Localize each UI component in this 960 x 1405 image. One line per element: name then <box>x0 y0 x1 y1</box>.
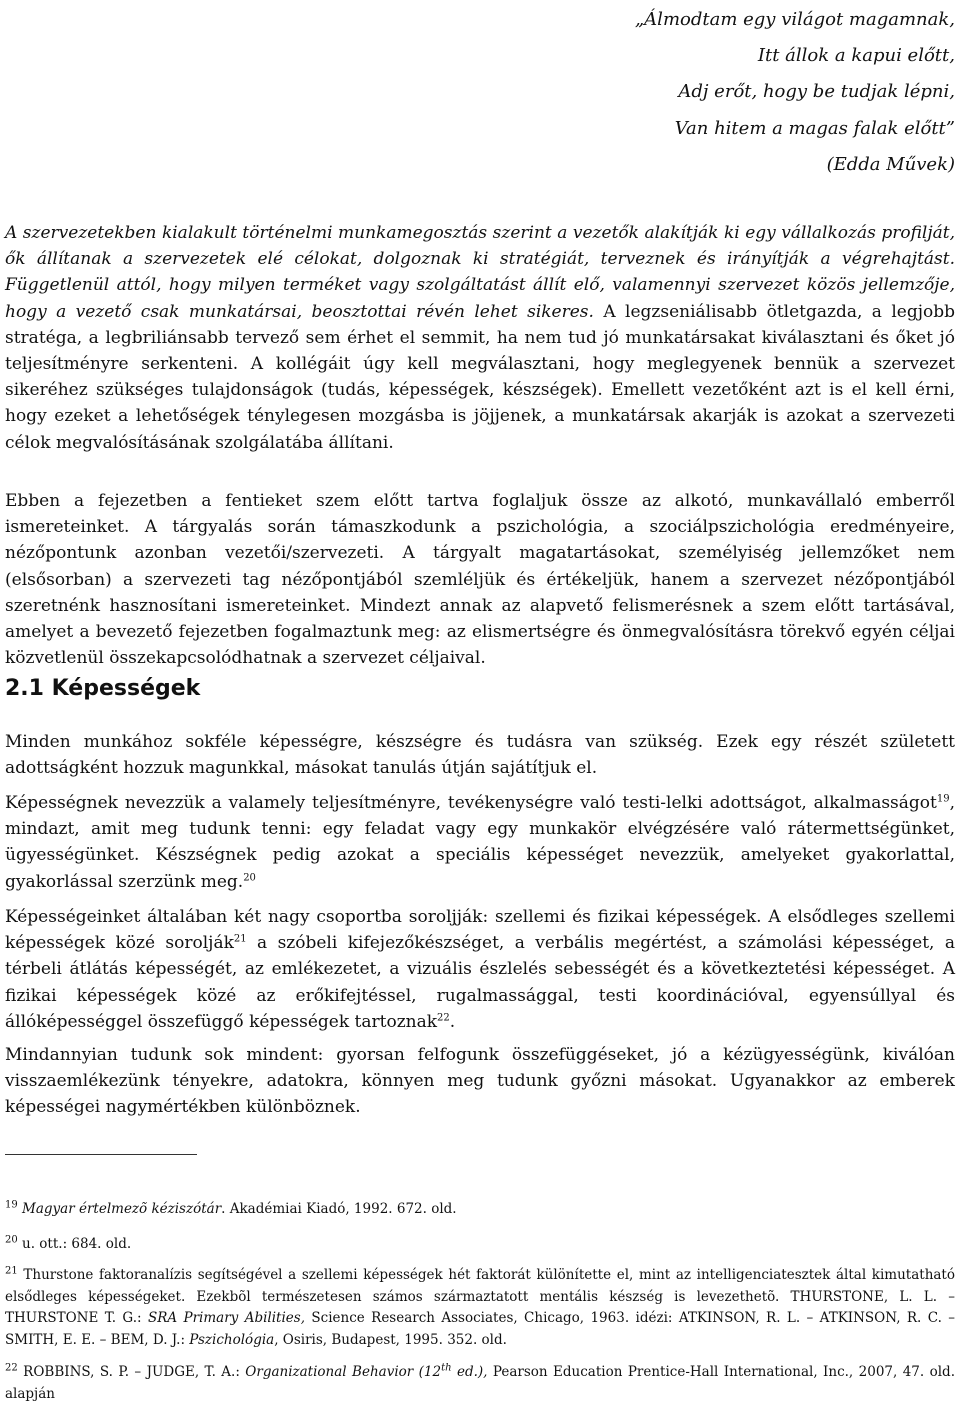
motto-line: „Álmodtam egy világot magamnak, <box>634 9 955 30</box>
footnote-separator <box>5 1154 197 1155</box>
footnote-ref[interactable]: 20 <box>243 871 256 883</box>
motto <box>635 2 955 183</box>
body-paragraph: Mindannyian tudunk sok mindent: gyorsan felfogunk összefüggéseket, jó a kézügyességünk, kiválóan visszaemlékezünk tényekre, adatokra, könnyen meg tudunk győzni másokat. Ugyanakkor az emberek képességei nagymértékben különböznek. <box>5 1045 955 1118</box>
footnote-text: u. ott.: 684. old. <box>22 1236 132 1252</box>
motto-line: Adj erőt, hogy be tudjak lépni, <box>678 81 955 103</box>
footnote-text: , Osiris, Budapest, 1995. 352. old. <box>274 1331 507 1348</box>
motto-line: Itt állok a kapui előtt, <box>757 45 955 67</box>
footnote <box>5 1234 955 1256</box>
footnote-title: Organizational Behavior (12 <box>245 1364 442 1380</box>
footnote-title: SRA Primary Abilities, <box>147 1310 305 1326</box>
footnote <box>5 1199 955 1221</box>
text-run: Képességnek nevezzük a valamely teljesítményre, tevékenységre való testi-lelki adottságot, alkalmasságot <box>5 793 937 813</box>
body-paragraph <box>5 790 955 895</box>
footnote-text: Pearson Education Prentice-Hall International, Inc., 2007, 47. old. alapján <box>5 1364 955 1402</box>
body-paragraph: Minden munkához sokféle képességre, készségre és tudásra van szükség. Ezek egy részét született adottságként hozzuk magunkkal, másokat tanulás útján sajátítjuk el. <box>5 732 955 779</box>
section-heading: 2.1 Képességek <box>5 676 201 701</box>
body-paragraph <box>5 904 955 1035</box>
motto-source: (Edda Művek) <box>826 153 955 175</box>
footnote-text: Thurstone faktoranalízis segítségével a szellemi képességek hét faktorát különítette el, mint az intelligenciatesztek által kimutatható elsődleges képességeket. Ezekbõl természetesen számos származtatott mentális készség is levezethetõ. THURSTONE, L. L. – THURSTONE T. G.: <box>5 1267 955 1326</box>
footnote-number: 20 <box>5 1234 18 1246</box>
footnote-number: 19 <box>5 1199 18 1211</box>
footnote-superscript: th <box>441 1362 452 1374</box>
footnote-text: Science Research Associates, Chicago, 1963. idézi: ATKINSON, R. L. – ATKINSON, R. C. – SMITH, E. E. – BEM, D. J.: <box>5 1310 956 1348</box>
footnote <box>5 1265 955 1351</box>
footnote-title: Magyar értelmezõ kéziszótár <box>22 1201 222 1217</box>
footnote-text: ROBBINS, S. P. – JUDGE, T. A.: <box>23 1364 246 1380</box>
text-run: , mindazt, amit meg tudunk tenni: egy feladat vagy egy munkakör elvégzésére való rátermettségünket, ügyességünket. Készségnek pedig azokat a speciális képességet nevezzük, amelyeket gyakorlattal, gyakorlással szerzünk meg. <box>5 793 955 892</box>
intro-text: A legzseniálisabb ötletgazda, a legjobb stratéga, a legbriliánsabb tervező sem érhet el semmit, ha nem tud jó munkatársakat kiválasztani és őket jó teljesítményre serkenteni. A kollégáit úgy kell megválasztani, hogy meglegyenek bennük a szervezet sikeréhez szükséges tulajdonságok (tudás, képességek, készségek). Emellett vezetőként azt is el kell érni, hogy ezeket a lehetőségek ténylegesen mozgásba is jöjjenek, a munkatársak akarják is azokat a szervezeti célok megvalósításának szolgálatába állítani. <box>5 301 955 453</box>
footnote-ref[interactable]: 22 <box>437 1012 450 1024</box>
intro-italic-text: A szervezetekben kialakult történelmi munkamegosztás szerint a vezetők alakítják ki egy vállalkozás profilját, ők állítanak a szervezetek elé célokat, dolgoznak ki stratégiát, terveznek és irányítják a végrehajtást. Függetlenül attól, hogy milyen terméket vagy szolgáltatást állít elő, valamennyi szervezet közös jellemzője, hogy a vezető csak munkatársai, beosztottai révén lehet sikeres. <box>5 223 955 322</box>
footnote-ref[interactable]: 19 <box>936 793 950 805</box>
footnote-number: 21 <box>5 1265 18 1277</box>
footnote-title: Pszichológia <box>189 1331 275 1348</box>
footnote-ref[interactable]: 21 <box>233 933 247 945</box>
footnote <box>5 1362 955 1405</box>
text-run: . <box>449 1011 456 1032</box>
chapter-intro-paragraph: Ebben a fejezetben a fentieket szem előtt tartva foglaljuk össze az alkotó, munkavállaló emberről ismereteinket. A tárgyalás során támaszkodunk a pszichológia, a szociálpszichológia eredményeire, nézőpontunk azonban vezetői/szervezeti. A tárgyalt magatartásokat, személyiség jellemzőket nem (elsősorban) a szervezeti tag nézőpontjából szemléljük és értékeljük, hanem a szervezet nézőpontjából szeretnénk hasznosítani ismereteinket. Mindezt annak az alapvető felismerésnek a szem előtt tartásával, amelyet a bevezető fejezetben fogalmaztunk meg: az elismertségre és önmegvalósításra törekvő egyén céljai közvetlenül összekapcsolódhatnak a szervezet céljaival. <box>5 491 955 669</box>
footnote-number: 22 <box>5 1362 18 1374</box>
intro-paragraph <box>5 220 955 456</box>
text-run: a szóbeli kifejezőkészséget, a verbális megértést, a számolási képességet, a térbeli átlátás képességét, az emlékezetet, a vizuális észlelés sebességét és a következtetési képességet. A fizikai képességek közé az erőkifejtéssel, rugalmassággal, testi koordinációval, egyensúllyal és állóképességgel összefüggő képességek tartoznak <box>5 933 955 1032</box>
footnote-title: ed.), <box>451 1364 488 1380</box>
motto-line: Van hitem a magas falak előtt” <box>674 117 955 139</box>
footnote-text: . Akadémiai Kiadó, 1992. 672. old. <box>221 1201 457 1217</box>
text-run: Képességeinket általában két nagy csoportba soroljják: szellemi és fizikai képességek. A elsődleges szellemi képességek közé sorolják <box>5 907 955 954</box>
